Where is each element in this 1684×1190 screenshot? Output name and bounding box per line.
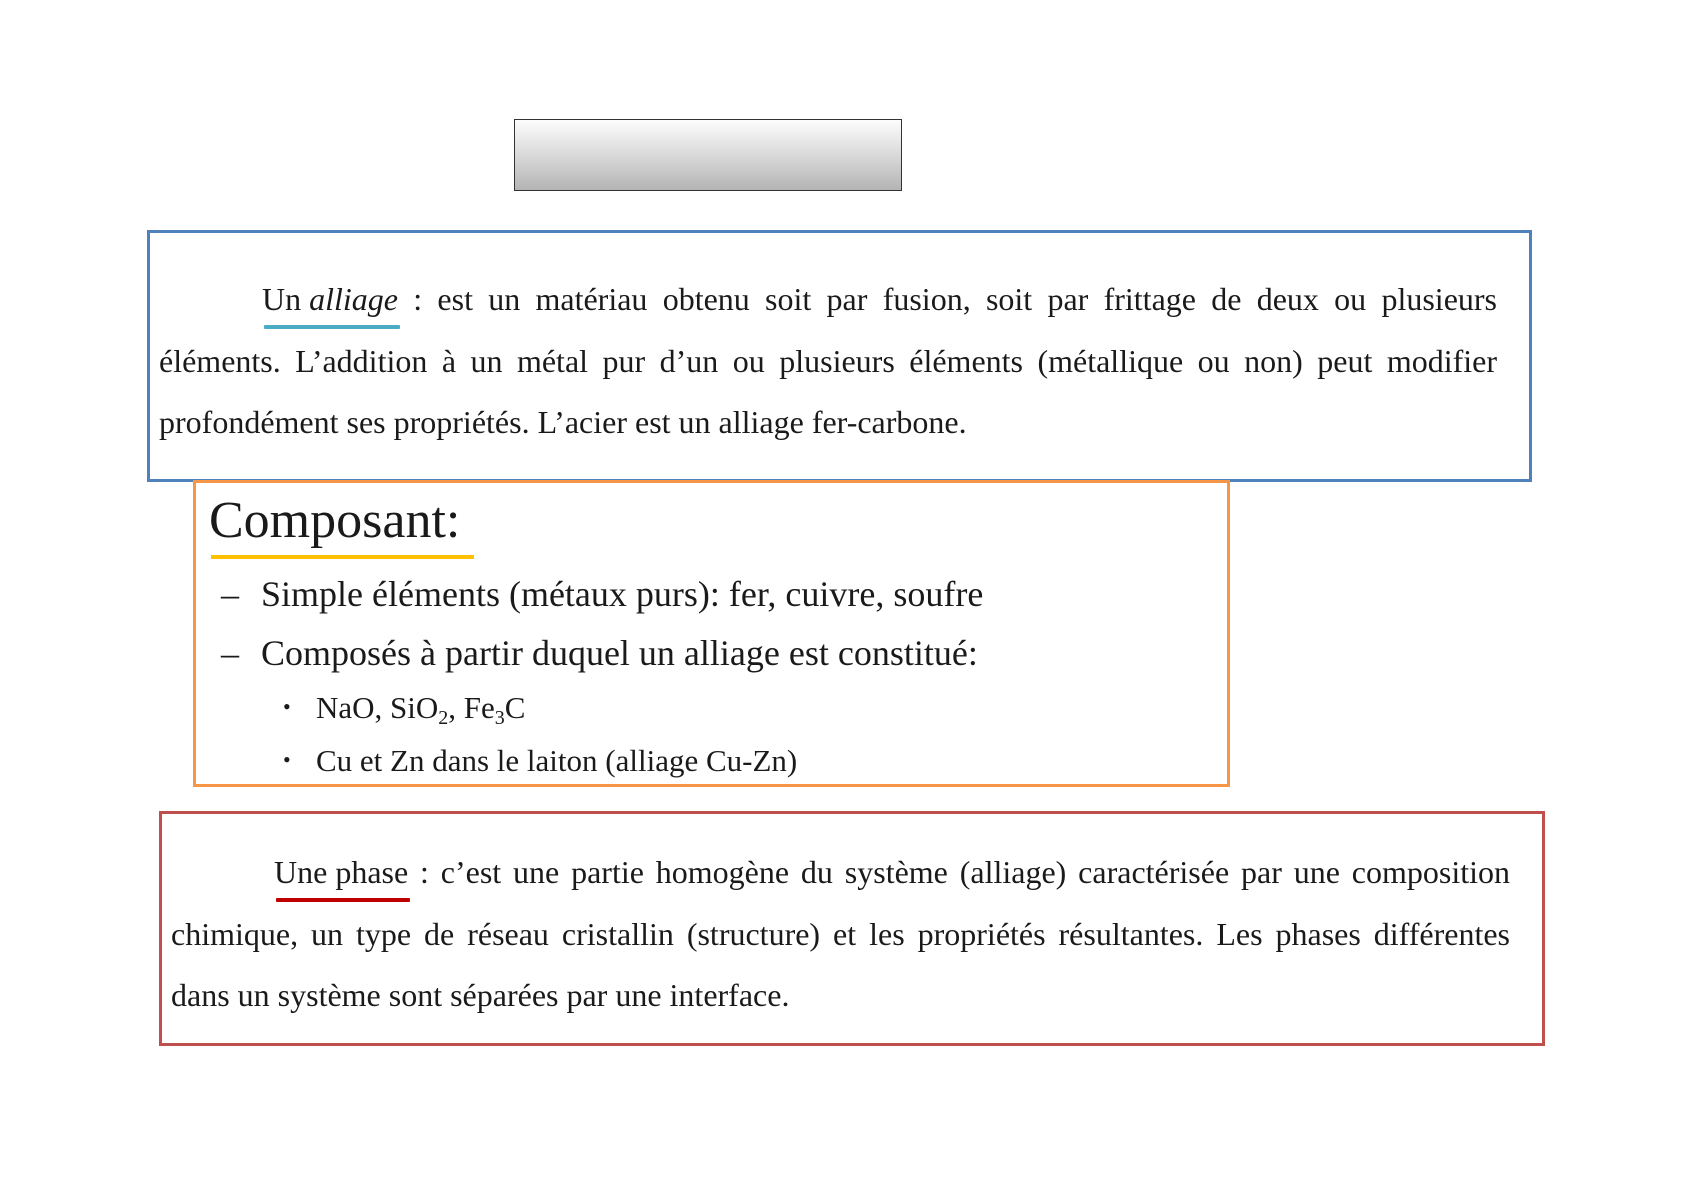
composant-list-item [209, 624, 1207, 683]
bullet-marker: • [283, 694, 291, 719]
phase-term-text: Une phase [274, 854, 409, 890]
composant-heading [209, 491, 460, 551]
definition-box-alliage [147, 230, 1532, 482]
phase-paragraph [171, 842, 1510, 1027]
bullet-marker: • [283, 747, 291, 772]
alliage-term-underline [264, 325, 400, 329]
chemical-formulas [316, 683, 525, 733]
formula-text: C [504, 690, 526, 725]
formula-text: , Fe [448, 690, 495, 725]
title-placeholder-box [514, 119, 902, 191]
composant-heading-text: Composant: [209, 492, 461, 549]
dash-marker: – [221, 574, 239, 614]
definition-box-phase [159, 811, 1545, 1046]
phase-definition-text: : c’est une partie homogène du système (alliage) caractérisée par une composition chimique, un type de réseau cristallin (structure) et les propriétés résultantes. Les phases différentes dans un système sont séparées par une interface. [171, 854, 1510, 1013]
alliage-term-prefix: Un [262, 281, 310, 317]
composant-heading-underline [211, 555, 474, 559]
alliage-definition-text: : est un matériau obtenu soit par fusion, soit par frittage de deux ou plusieurs éléments. L’addition à un métal pur d’un ou plusieurs éléments (métallique ou non) peut modifier profondément ses propriétés. L’acier est un alliage fer-carbone. [159, 281, 1497, 440]
definition-box-composant [193, 480, 1230, 787]
composant-list-item-text: Simple éléments (métaux purs): fer, cuivre, soufre [261, 574, 984, 614]
formula-subscript: 3 [494, 707, 505, 729]
phase-term [274, 842, 408, 904]
composant-sub-item [209, 736, 1207, 789]
formula-text: NaO, SiO [316, 690, 439, 725]
composant-sub-item-text: Cu et Zn dans le laiton (alliage Cu-Zn) [316, 743, 798, 778]
composant-list-item [209, 565, 1207, 624]
alliage-term [262, 269, 398, 331]
alliage-paragraph [159, 269, 1497, 454]
composant-sub-item [209, 683, 1207, 736]
dash-marker: – [221, 633, 239, 673]
composant-list-item-text: Composés à partir duquel un alliage est constitué: [261, 633, 978, 673]
phase-term-underline [276, 898, 410, 902]
alliage-term-italic: alliage [309, 281, 398, 317]
formula-subscript: 2 [438, 707, 449, 729]
